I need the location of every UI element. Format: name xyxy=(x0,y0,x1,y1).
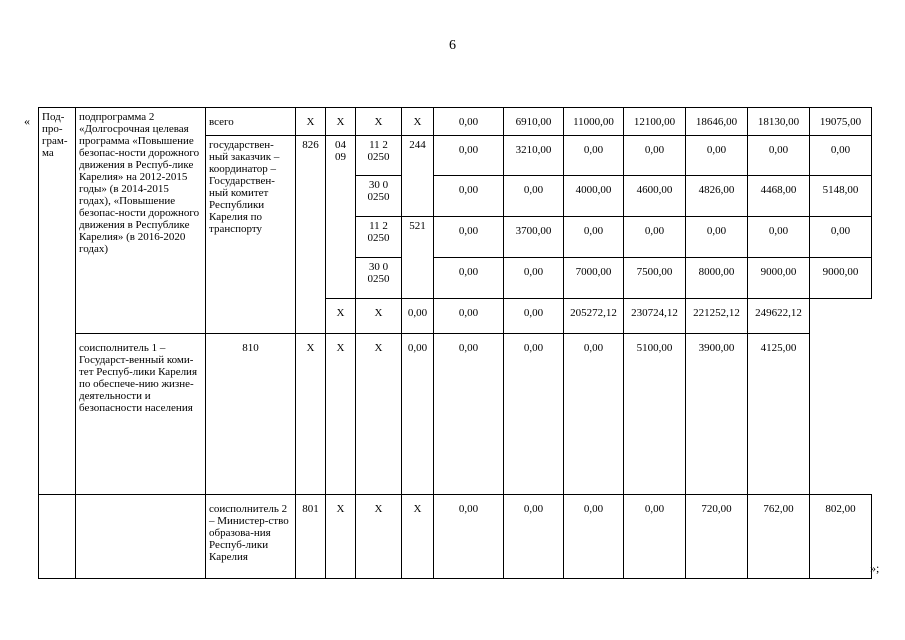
value-cell: 6910,00 xyxy=(504,108,564,136)
value-cell: 0,00 xyxy=(564,136,624,176)
value-cell: 0,00 xyxy=(504,258,564,299)
table-row xyxy=(39,495,872,579)
csr-cell: 11 2 0250 xyxy=(356,136,402,176)
value-cell: 0,00 xyxy=(434,258,504,299)
csr-cell: Х xyxy=(326,334,356,495)
budget-table xyxy=(38,107,872,579)
program-name-cell: подпрограмма 2 «Долгосрочная целевая программа «Повышение безопас-ности дорожного движения в Респуб-лике Карелия» на 2012-2015 годы» (в 2014-2015 годах), «Повышение безопас-ности дорожного движения в Республике Карелия» (в 2016-2020 годах) xyxy=(76,108,206,334)
value-cell: 5148,00 xyxy=(810,176,872,217)
csr-cell: 30 0 0250 xyxy=(356,258,402,299)
value-cell: 720,00 xyxy=(686,495,748,579)
value-cell: 3700,00 xyxy=(504,217,564,258)
row-label: всего xyxy=(206,108,296,136)
value-cell: 11000,00 xyxy=(564,108,624,136)
value-cell: 8000,00 xyxy=(686,258,748,299)
vr-cell: Х xyxy=(402,108,434,136)
value-cell: 0,00 xyxy=(434,299,504,334)
value-cell: 0,00 xyxy=(564,334,624,495)
value-cell: 4000,00 xyxy=(564,176,624,217)
value-cell: 4468,00 xyxy=(748,176,810,217)
program-type-cell: Под-про-грам-ма xyxy=(39,108,76,495)
close-quote: »; xyxy=(870,561,880,575)
value-cell: 0,00 xyxy=(434,495,504,579)
value-cell: 9000,00 xyxy=(748,258,810,299)
vr-cell: Х xyxy=(356,334,402,495)
value-cell: 0,00 xyxy=(434,217,504,258)
value-cell: 18646,00 xyxy=(686,108,748,136)
coordinator-label: государствен-ный заказчик – координатор – Государствен-ный комитет Республики Карелия по транспорту xyxy=(206,136,296,334)
csr-cell: Х xyxy=(326,299,356,334)
value-cell: 18130,00 xyxy=(748,108,810,136)
value-cell: 0,00 xyxy=(810,217,872,258)
value-cell: 0,00 xyxy=(434,176,504,217)
csr-cell: Х xyxy=(356,495,402,579)
value-cell: 249622,12 xyxy=(748,299,810,334)
value-cell: 0,00 xyxy=(504,299,564,334)
empty-cell xyxy=(39,495,76,579)
value-cell: 0,00 xyxy=(748,136,810,176)
value-cell: 762,00 xyxy=(748,495,810,579)
value-cell: 802,00 xyxy=(810,495,872,579)
value-cell: 0,00 xyxy=(564,217,624,258)
value-cell: 0,00 xyxy=(504,495,564,579)
value-cell: 0,00 xyxy=(686,136,748,176)
value-cell: 0,00 xyxy=(504,176,564,217)
value-cell: 7500,00 xyxy=(624,258,686,299)
csr-cell: 30 0 0250 xyxy=(356,176,402,217)
value-cell: 0,00 xyxy=(434,136,504,176)
value-cell: 5100,00 xyxy=(624,334,686,495)
value-cell: 3210,00 xyxy=(504,136,564,176)
value-cell: 230724,12 xyxy=(624,299,686,334)
value-cell: 12100,00 xyxy=(624,108,686,136)
vr-cell: Х xyxy=(402,495,434,579)
table-row xyxy=(39,108,872,136)
value-cell: 0,00 xyxy=(810,136,872,176)
page-number: 6 xyxy=(449,38,456,53)
value-cell: 205272,12 xyxy=(564,299,624,334)
coexecutor2-label: соисполнитель 2 – Министер-ство образова-ния Респуб-лики Карелия xyxy=(206,495,296,579)
value-cell: 0,00 xyxy=(402,299,434,334)
value-cell: 221252,12 xyxy=(686,299,748,334)
value-cell: 19075,00 xyxy=(810,108,872,136)
value-cell: 7000,00 xyxy=(564,258,624,299)
rzpr-cell: 04 09 xyxy=(326,136,356,299)
grbs-cell: 801 xyxy=(296,495,326,579)
value-cell: 0,00 xyxy=(434,334,504,495)
grbs-cell: 810 xyxy=(206,334,296,495)
csr-cell: 11 2 0250 xyxy=(356,217,402,258)
value-cell: 4600,00 xyxy=(624,176,686,217)
value-cell: 0,00 xyxy=(624,495,686,579)
value-cell: 0,00 xyxy=(434,108,504,136)
value-cell: 9000,00 xyxy=(810,258,872,299)
coexecutor1-label: соисполнитель 1 – Государст-венный коми-тет Респуб-лики Карелия по обеспече-нию жизне-деятельности и безопасности населения xyxy=(76,334,206,495)
rzpr-cell: Х xyxy=(296,334,326,495)
vr-cell: 521 xyxy=(402,217,434,299)
vr-cell: Х xyxy=(356,299,402,334)
value-cell: 0,00 xyxy=(686,217,748,258)
value-cell: 3900,00 xyxy=(686,334,748,495)
empty-cell xyxy=(76,495,206,579)
rzpr-cell: Х xyxy=(326,495,356,579)
vr-cell: 244 xyxy=(402,136,434,217)
value-cell: 0,00 xyxy=(402,334,434,495)
grbs-cell: Х xyxy=(296,108,326,136)
value-cell: 0,00 xyxy=(624,217,686,258)
value-cell: 0,00 xyxy=(504,334,564,495)
value-cell: 0,00 xyxy=(564,495,624,579)
value-cell: 4826,00 xyxy=(686,176,748,217)
table-row xyxy=(39,334,872,495)
open-quote: « xyxy=(24,114,30,128)
csr-cell: Х xyxy=(356,108,402,136)
value-cell: 4125,00 xyxy=(748,334,810,495)
rzpr-cell: Х xyxy=(326,108,356,136)
grbs-cell: 826 xyxy=(296,136,326,334)
value-cell: 0,00 xyxy=(624,136,686,176)
value-cell: 0,00 xyxy=(748,217,810,258)
